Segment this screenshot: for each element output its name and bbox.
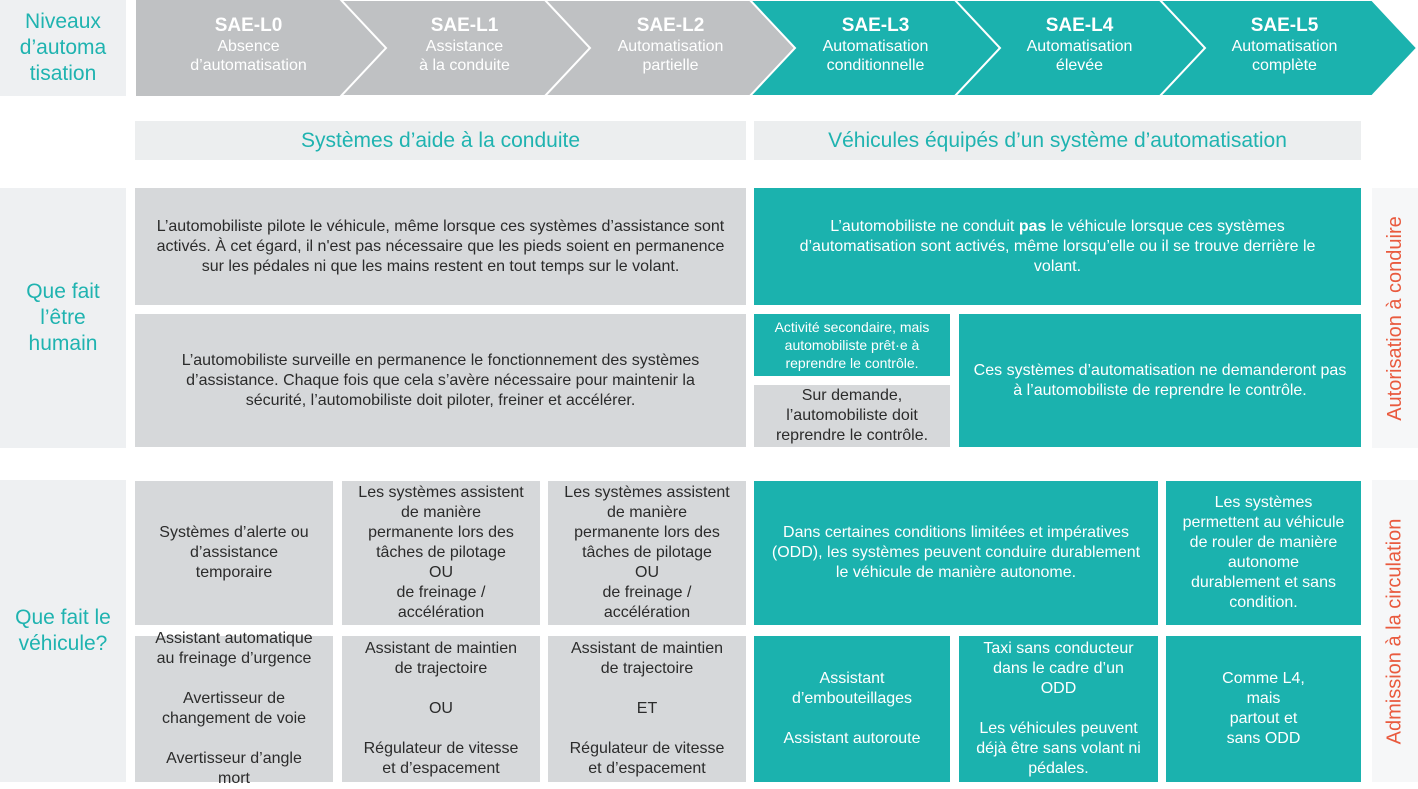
human-drives-auto-before: L’automobiliste ne conduit bbox=[830, 217, 1019, 235]
levels-label: Niveaux d’automa tisation bbox=[19, 10, 107, 85]
vehicle-l2-bottom-text: Assistant de maintien de trajectoire ET Régulateur de vitesse et d’espacement bbox=[569, 640, 725, 777]
vehicle-l2-top-text: Les systèmes assistent de manière permanente lors des tâches de pilotage OU de freinage / accélération bbox=[564, 484, 730, 621]
levels-label-box bbox=[0, 0, 126, 96]
vehicle-label-box bbox=[0, 480, 126, 782]
vehicle-l4-bottom-text: Taxi sans conducteur dans le cadre d’un ODD Les véhicules peuvent déjà être sans volant ni pédales. bbox=[976, 640, 1141, 777]
vehicle-l5-bottom bbox=[1166, 636, 1361, 782]
level-l3 bbox=[773, 12, 978, 78]
vehicle-l34-top-text: Dans certaines conditions limitées et impératives (ODD), les systèmes peuvent conduire durablement le véhicule de manière autonome. bbox=[771, 524, 1141, 581]
vehicle-l2-top bbox=[548, 481, 746, 625]
level-l4-code: SAE-L4 bbox=[1045, 15, 1114, 36]
vehicle-l4-bottom bbox=[959, 636, 1158, 782]
level-l4-name: Automatisation élevée bbox=[1026, 38, 1133, 74]
vehicle-l0-bottom bbox=[135, 630, 333, 787]
human-drives-auto-text bbox=[774, 217, 1341, 277]
level-l1 bbox=[362, 12, 567, 78]
vehicle-l1-top bbox=[342, 481, 540, 625]
level-l5-name: Automatisation complète bbox=[1231, 38, 1338, 74]
human-drives-auto-bold: pas bbox=[1018, 217, 1047, 235]
human-drives-assist-text: L’automobiliste pilote le véhicule, même lorsque ces systèmes d’assistance sont activés. À cet égard, il n'est pas nécessaire que les pieds soient en permanence sur les pédales ni que les mains restent en tout temps sur le volant. bbox=[156, 217, 725, 275]
vehicle-side-label-box bbox=[1372, 480, 1418, 782]
vehicle-side-label: Admission à la circulation bbox=[1383, 518, 1406, 744]
vehicle-l5-top bbox=[1166, 481, 1361, 625]
banner-assist: Systèmes d’aide à la conduite bbox=[135, 121, 746, 160]
level-l0-name: Absence d’automatisation bbox=[190, 38, 307, 74]
level-l5-code: SAE-L5 bbox=[1250, 15, 1319, 36]
human-label-box bbox=[0, 188, 126, 448]
vehicle-l3-bottom-text: Assistant d’embouteillages Assistant autoroute bbox=[783, 670, 921, 747]
vehicle-l1-bottom-text: Assistant de maintien de trajectoire OU Régulateur de vitesse et d’espacement bbox=[363, 640, 519, 777]
vehicle-l1-bottom bbox=[342, 636, 540, 782]
human-drives-auto-after: le véhicule lorsque ces systèmes d’automatisation sont activés, même lorsqu’elle ou il se trouve derrière le volant. bbox=[799, 217, 1316, 275]
human-l45-control bbox=[959, 314, 1361, 447]
banner-automation: Véhicules équipés d’un système d’automatisation bbox=[754, 121, 1361, 160]
vehicle-l0-top bbox=[135, 481, 333, 625]
level-l0 bbox=[146, 12, 351, 78]
level-l2-code: SAE-L2 bbox=[636, 15, 705, 36]
vehicle-label: Que fait le véhicule? bbox=[15, 606, 111, 655]
human-side-label: Autorisation à conduire bbox=[1383, 215, 1406, 421]
level-l5 bbox=[1182, 12, 1387, 78]
human-l3-request-text: Sur demande, l’automobiliste doit reprendre le contrôle. bbox=[775, 387, 929, 444]
level-l0-code: SAE-L0 bbox=[214, 15, 283, 36]
level-l1-name: Assistance à la conduite bbox=[419, 38, 510, 74]
level-l3-code: SAE-L3 bbox=[841, 15, 910, 36]
human-l3-request bbox=[754, 385, 950, 447]
human-l45-control-text: Ces systèmes d’automatisation ne demanderont pas à l’automobiliste de reprendre le contrôle. bbox=[973, 361, 1347, 399]
vehicle-l5-bottom-text: Comme L4, mais partout et sans ODD bbox=[1222, 670, 1305, 747]
vehicle-l34-top bbox=[754, 481, 1158, 625]
vehicle-l0-top-text: Systèmes d’alerte ou d’assistance temporaire bbox=[159, 524, 309, 581]
vehicle-l3-bottom bbox=[754, 636, 950, 782]
vehicle-l1-top-text: Les systèmes assistent de manière permanente lors des tâches de pilotage OU de freinage / accélération bbox=[358, 484, 524, 621]
human-monitor-assist-text: L’automobiliste surveille en permanence le fonctionnement des systèmes d’assistance. Chaque fois que cela s’avère nécessaire pour maintenir la sécurité, l’automobiliste doit piloter, freiner et accélérer. bbox=[181, 351, 700, 409]
human-drives-auto bbox=[754, 188, 1361, 305]
level-l2-name: Automatisation partielle bbox=[617, 38, 724, 74]
level-l1-code: SAE-L1 bbox=[430, 15, 499, 36]
level-l2 bbox=[568, 12, 773, 78]
human-side-label-box bbox=[1372, 188, 1418, 448]
vehicle-l0-bottom-text: Assistant automatique au freinage d’urgence Avertisseur de changement de voie Avertisseur d’angle mort bbox=[155, 630, 313, 787]
human-drives-assist bbox=[135, 188, 746, 305]
human-label: Que fait l’être humain bbox=[26, 280, 100, 355]
level-l3-name: Automatisation conditionnelle bbox=[822, 38, 929, 74]
vehicle-l2-bottom bbox=[548, 636, 746, 782]
vehicle-l5-top-text: Les systèmes permettent au véhicule de rouler de manière autonome durablement et sans condition. bbox=[1182, 494, 1345, 611]
level-l4 bbox=[977, 12, 1182, 78]
human-monitor-assist bbox=[135, 314, 746, 447]
human-l3-secondary bbox=[754, 314, 950, 376]
human-l3-secondary-text: Activité secondaire, mais automobiliste prêt·e à reprendre le contrôle. bbox=[774, 319, 930, 371]
